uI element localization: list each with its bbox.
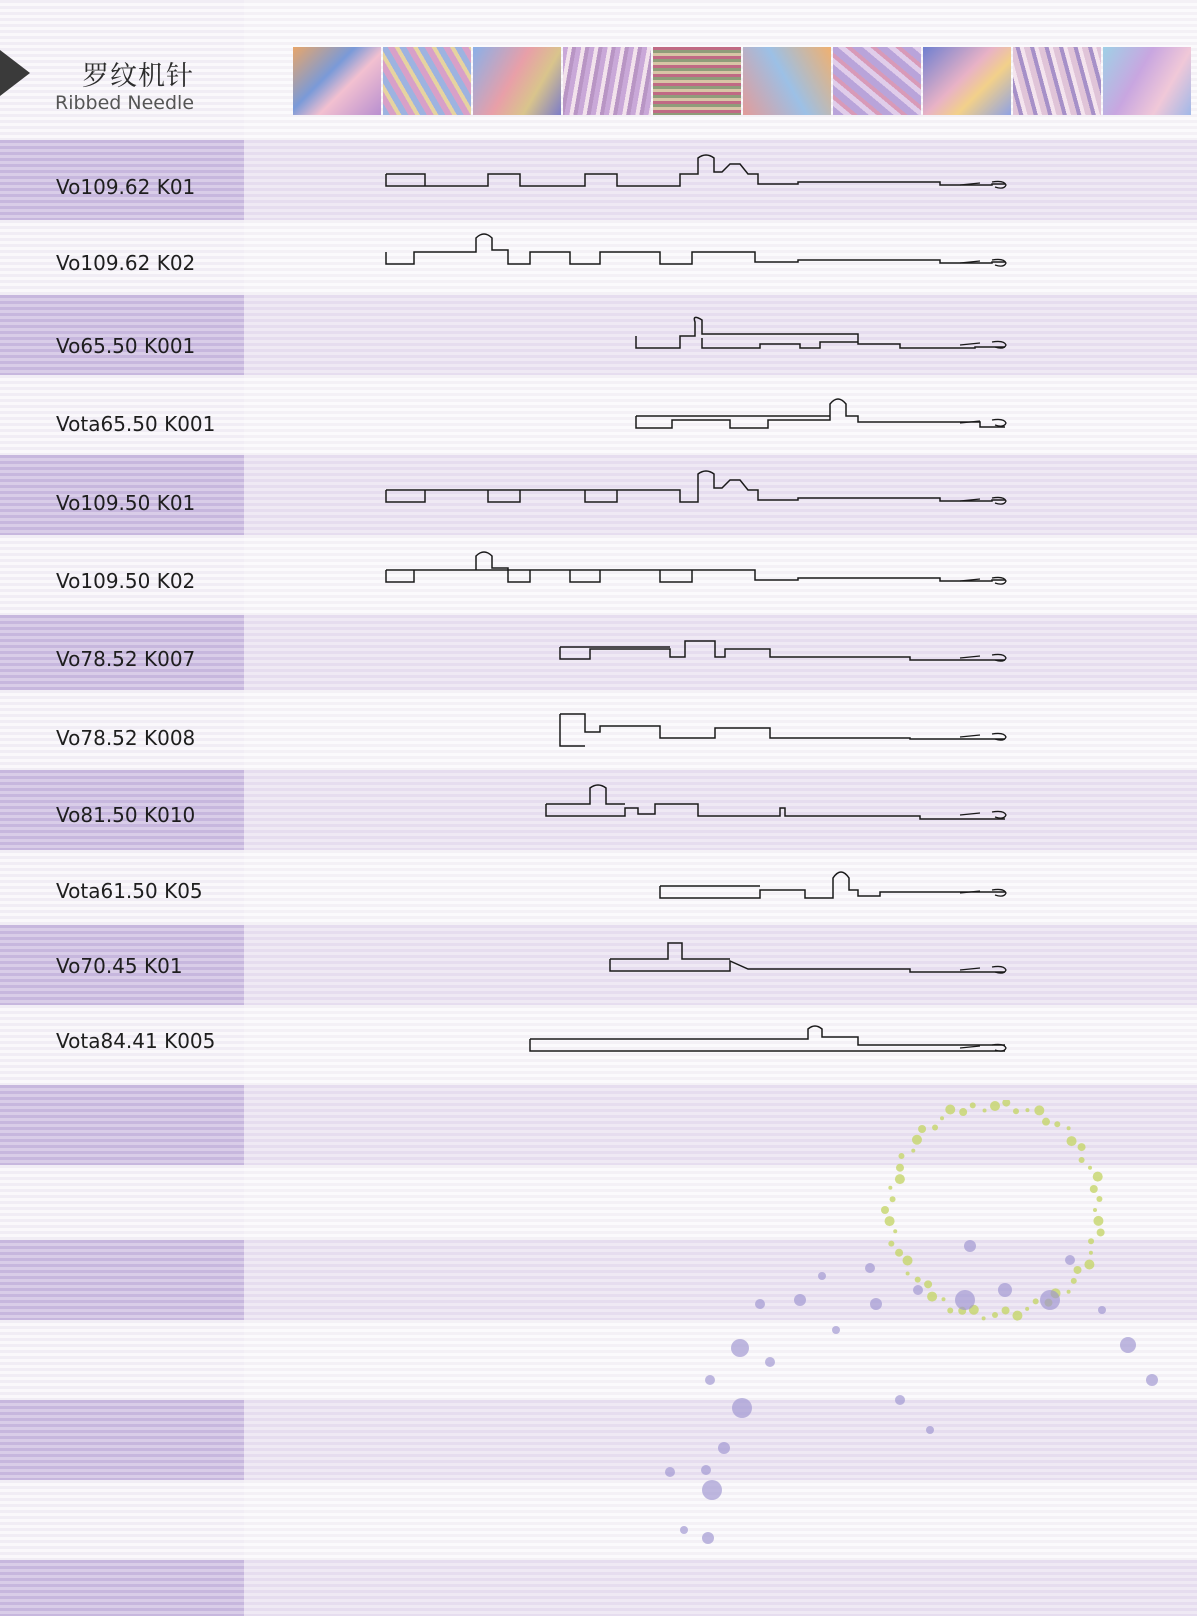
decor-dot — [1012, 1311, 1022, 1321]
decor-dot — [680, 1526, 688, 1534]
decor-dot — [1002, 1100, 1010, 1107]
decor-dot — [1096, 1196, 1102, 1202]
decor-dot — [885, 1216, 895, 1226]
decor-dot — [881, 1206, 889, 1214]
decor-dot — [1067, 1136, 1077, 1146]
needle-profile-drawing — [380, 470, 1050, 514]
decor-dot — [1093, 1172, 1103, 1182]
decor-dot — [1093, 1216, 1103, 1226]
yarn-photo — [653, 47, 741, 115]
decor-dot — [926, 1426, 934, 1434]
needle-outline — [386, 471, 1005, 502]
dotted-ring-decoration — [640, 1100, 1197, 1616]
decor-dot — [732, 1398, 752, 1418]
needle-profile-drawing — [380, 939, 1050, 983]
yarn-photo — [383, 47, 471, 115]
decor-dot — [1093, 1208, 1097, 1212]
decor-dot — [955, 1290, 975, 1310]
decor-dot — [1034, 1105, 1044, 1115]
decor-dot — [702, 1532, 714, 1544]
needle-profile-drawing — [380, 154, 1050, 198]
needle-code: Vo109.62 K01 — [56, 175, 196, 199]
yarn-photo — [563, 47, 651, 115]
needle-hook-icon — [960, 889, 1006, 896]
decor-dot — [927, 1292, 937, 1302]
decor-dot — [1040, 1290, 1060, 1310]
decor-dot — [1084, 1260, 1094, 1270]
decor-dot — [1054, 1121, 1060, 1127]
decor-dot — [1078, 1143, 1086, 1151]
needle-outline — [560, 714, 1005, 746]
decor-dot — [1033, 1298, 1039, 1304]
decor-dot — [755, 1299, 765, 1309]
yarn-photo — [923, 47, 1011, 115]
decor-dot — [945, 1105, 955, 1115]
yarn-photo — [833, 47, 921, 115]
decor-dot — [911, 1149, 915, 1153]
needle-profile-drawing — [380, 232, 1050, 276]
decor-dot — [794, 1294, 806, 1306]
decor-dot — [1065, 1255, 1075, 1265]
needle-profile-drawing — [380, 550, 1050, 594]
needle-profile-drawing — [380, 706, 1050, 750]
decor-dot — [903, 1256, 913, 1266]
decor-dot — [665, 1467, 675, 1477]
needle-profile-drawing — [380, 862, 1050, 906]
decor-dot — [705, 1375, 715, 1385]
decor-dot — [765, 1357, 775, 1367]
decor-dot — [832, 1326, 840, 1334]
yarn-photo — [743, 47, 831, 115]
needle-profile-drawing — [380, 627, 1050, 671]
decor-dot — [870, 1298, 882, 1310]
needle-code: Vo78.52 K008 — [56, 726, 196, 750]
needle-hook-icon — [960, 811, 1006, 818]
decor-dot — [818, 1272, 826, 1280]
needle-code: Vo109.50 K02 — [56, 569, 196, 593]
decor-dot — [998, 1283, 1012, 1297]
stripe-left — [0, 1400, 244, 1480]
needle-outline — [546, 785, 1005, 819]
decor-dot — [1079, 1157, 1085, 1163]
yarn-photo — [1103, 47, 1191, 115]
stripe-left — [0, 1320, 244, 1400]
decor-dot — [1025, 1307, 1029, 1311]
yarn-photo — [473, 47, 561, 115]
needle-code: Vo70.45 K01 — [56, 954, 183, 978]
decor-dot — [970, 1102, 976, 1108]
needle-code: Vo109.50 K01 — [56, 491, 196, 515]
needle-code: Vo109.62 K02 — [56, 251, 196, 275]
decor-dot — [893, 1229, 897, 1233]
decor-dot — [924, 1280, 932, 1288]
decor-dot — [701, 1465, 711, 1475]
section-title-english: Ribbed Needle — [55, 92, 195, 114]
decor-dot — [983, 1109, 987, 1113]
decor-dot — [731, 1339, 749, 1357]
needle-outline — [610, 943, 1005, 972]
section-title-chinese: 罗纹机针 — [82, 61, 194, 92]
needle-code: Vota84.41 K005 — [56, 1029, 216, 1053]
decor-dot — [982, 1316, 986, 1320]
stripe-left — [0, 1085, 244, 1165]
decor-dot — [940, 1116, 944, 1120]
stripe-left — [0, 1480, 244, 1560]
needle-outline — [636, 399, 1005, 428]
needle-outline — [386, 155, 1005, 186]
needle-hook-icon — [960, 419, 1006, 426]
decor-dot — [1071, 1278, 1077, 1284]
decor-dot — [1042, 1118, 1050, 1126]
decor-dot — [1074, 1266, 1082, 1274]
needle-outline — [560, 641, 1005, 660]
needle-outline — [660, 872, 1005, 898]
decor-dot — [1025, 1108, 1029, 1112]
decor-dot — [992, 1312, 998, 1318]
decor-dot — [1089, 1251, 1093, 1255]
section-arrow-icon — [0, 50, 30, 96]
decor-dot — [918, 1125, 926, 1133]
decor-dot — [912, 1135, 922, 1145]
needle-profile-drawing — [380, 784, 1050, 828]
needle-outline — [636, 317, 1005, 348]
needle-code: Vo65.50 K001 — [56, 334, 196, 358]
decor-dot — [1067, 1290, 1071, 1294]
needle-code: Vota65.50 K001 — [56, 412, 216, 436]
decor-dot — [1146, 1374, 1158, 1386]
needle-code: Vo78.52 K007 — [56, 647, 196, 671]
decor-dot — [1067, 1126, 1071, 1130]
yarn-photo — [293, 47, 381, 115]
decor-dot — [913, 1285, 923, 1295]
decor-dot — [959, 1108, 967, 1116]
decor-dot — [1088, 1166, 1092, 1170]
decor-dot — [895, 1395, 905, 1405]
decor-dot — [947, 1307, 953, 1313]
needle-outline — [386, 552, 1005, 582]
needle-outline — [530, 1026, 1005, 1051]
stripe-left — [0, 1165, 244, 1240]
needle-outline — [386, 234, 1005, 264]
decor-dot — [1002, 1306, 1010, 1314]
decor-dot — [990, 1101, 1000, 1111]
decor-dot — [942, 1297, 946, 1301]
decor-dot — [1088, 1238, 1094, 1244]
decor-dot — [888, 1241, 894, 1247]
needle-profile-drawing — [380, 392, 1050, 436]
decor-dot — [906, 1271, 910, 1275]
decor-dot — [1097, 1228, 1105, 1236]
needle-profile-drawing — [380, 314, 1050, 358]
decor-dot — [915, 1277, 921, 1283]
decor-dot — [865, 1263, 875, 1273]
yarn-photo — [1013, 47, 1101, 115]
decor-dot — [898, 1153, 904, 1159]
decor-dot — [1120, 1337, 1136, 1353]
needle-code: Vo81.50 K010 — [56, 803, 196, 827]
decor-dot — [888, 1186, 892, 1190]
decor-dot — [890, 1196, 896, 1202]
decor-dot — [896, 1164, 904, 1172]
decor-dot — [1098, 1306, 1106, 1314]
decor-dot — [1090, 1185, 1098, 1193]
decor-dot — [964, 1240, 976, 1252]
decor-dot — [1013, 1108, 1019, 1114]
needle-code: Vota61.50 K05 — [56, 879, 203, 903]
needle-profile-drawing — [380, 1017, 1050, 1061]
decor-dot — [895, 1249, 903, 1257]
decor-dot — [895, 1174, 905, 1184]
decor-dot — [718, 1442, 730, 1454]
stripe-left — [0, 1240, 244, 1320]
stripe-left — [0, 1560, 244, 1616]
decor-dot — [932, 1124, 938, 1130]
yarn-photo-strip — [293, 47, 1191, 115]
decor-dot — [702, 1480, 722, 1500]
